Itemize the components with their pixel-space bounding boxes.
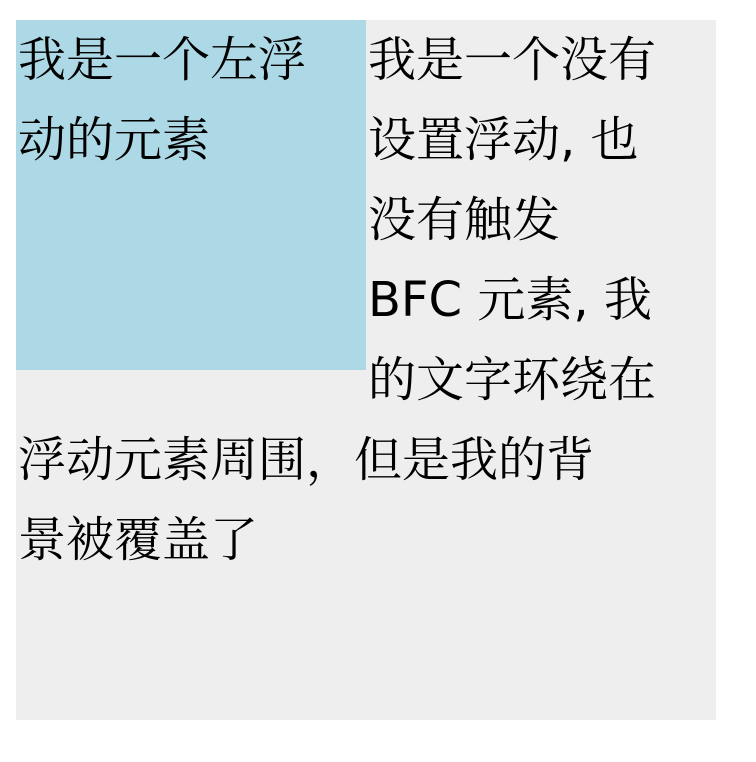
wrapping-text-line-5: 的文字环绕在 [368,352,657,408]
float-box-text-line-2: 动的元素 [18,112,211,168]
demo-container [16,20,716,720]
wrapping-text-line-7: 景被覆盖了 [18,512,259,568]
wrapping-text-line-6: 浮动元素周围，但是我的背 [18,432,595,488]
wrapping-text-line-3: 没有触发 [368,192,561,248]
wrapping-text-line-2: 设置浮动, 也 [368,112,639,168]
wrapping-text-line-1: 我是一个没有 [368,32,657,88]
float-box-text-line-1: 我是一个左浮 [18,32,307,88]
wrapping-text-line-4: BFC 元素, 我 [368,272,652,328]
